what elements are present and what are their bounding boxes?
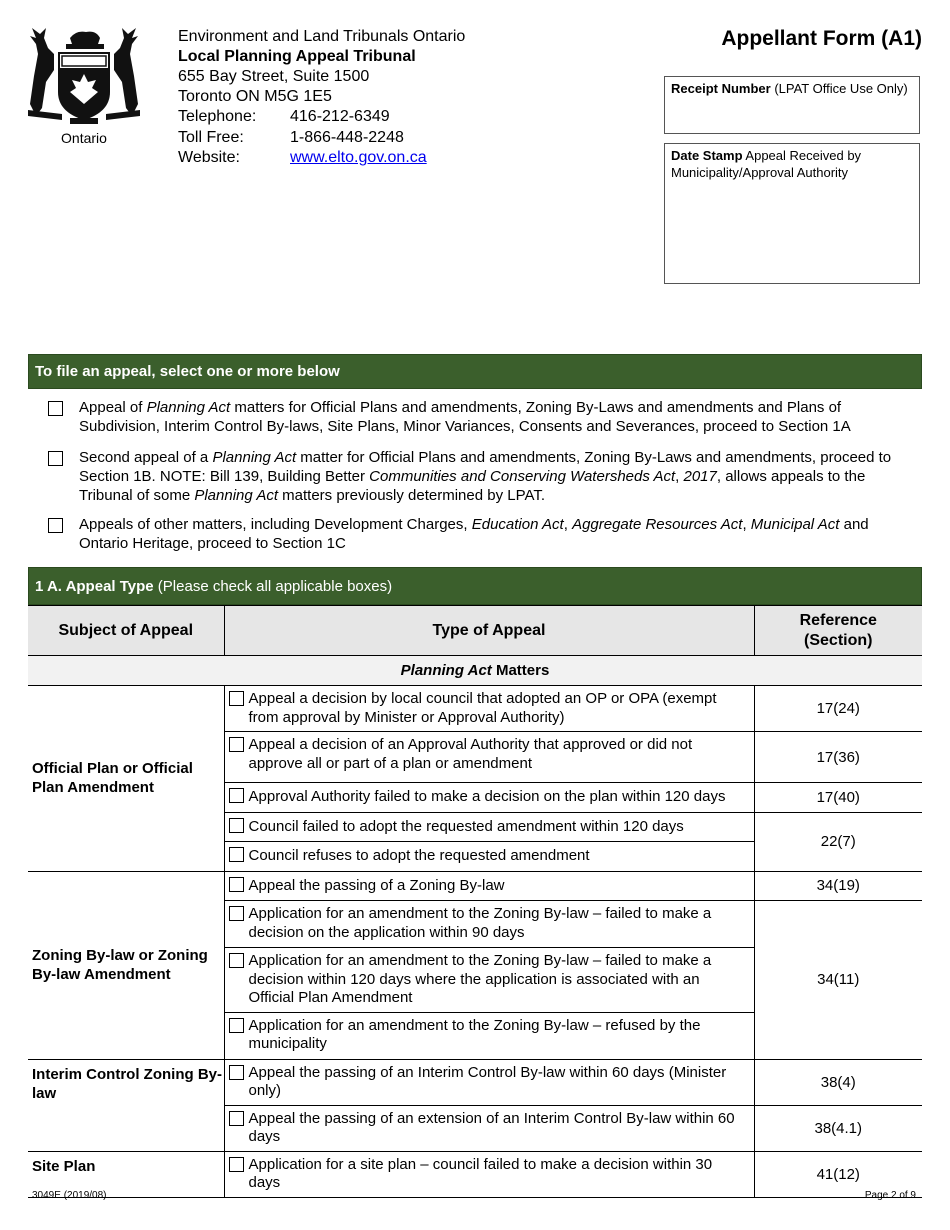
appeal-type-instruction: (Please check all applicable boxes)	[153, 578, 393, 595]
table-row	[28, 1151, 922, 1197]
appeal-checkbox[interactable]	[229, 788, 244, 803]
date-stamp-label: Date Stamp	[671, 148, 743, 163]
matters-label: Matters	[491, 662, 550, 679]
appeal-checkbox[interactable]	[229, 953, 244, 968]
appeal-type-text: Appeal the passing of an extension of an Interim Control By-law within 60 days	[248, 1109, 735, 1145]
subject-site-plan: Site Plan	[28, 1151, 224, 1197]
reference-cell: 41(12)	[754, 1151, 922, 1197]
appeal-checkbox[interactable]	[229, 1157, 244, 1172]
table-row	[28, 871, 922, 901]
address-line-2: Toronto ON M5G 1E5	[178, 88, 332, 105]
reference-cell: 34(19)	[754, 871, 922, 901]
table-row	[28, 1059, 922, 1105]
appeal-type-text: Appeal the passing of an Interim Control By-law within 60 days (Minister only)	[248, 1063, 727, 1099]
tribunal-contact-block	[178, 27, 465, 169]
reference-cell: 34(11)	[754, 901, 922, 1060]
appeal-checkbox[interactable]	[229, 1111, 244, 1126]
filing-option-text: Appeal of Planning Act matters for Official Plans and amendments, Zoning By-Laws and amendments and Plans of Subdivision, Interim Control By-laws, Site Plans, Minor Variances, Consents and Severances, proceed to Section 1A	[79, 399, 851, 435]
receipt-note: (LPAT Office Use Only)	[770, 81, 908, 96]
filing-option-1c	[48, 515, 918, 555]
address-line-1: 655 Bay Street, Suite 1500	[178, 68, 370, 85]
contact-table	[178, 107, 427, 169]
appeal-type-text: Approval Authority failed to make a decision on the plan within 120 days	[248, 788, 726, 805]
contact-website	[178, 148, 427, 169]
contact-value: 1-866-448-2248	[290, 128, 404, 146]
subject-interim-control: Interim Control Zoning By-law	[28, 1059, 224, 1151]
filing-section-title: To file an appeal, select one or more below	[35, 363, 340, 380]
contact-label: Telephone:	[178, 108, 257, 125]
filing-option-checkbox[interactable]	[48, 451, 63, 466]
appeal-checkbox[interactable]	[229, 1018, 244, 1033]
logo-caption: Ontario	[61, 130, 107, 146]
col-header-subject: Subject of Appeal	[28, 606, 224, 656]
appeal-checkbox[interactable]	[229, 847, 244, 862]
appeal-type-text: Council refuses to adopt the requested amendment	[248, 847, 590, 864]
contact-label: Website:	[178, 149, 240, 166]
form-code: 3049E (2019/08)	[32, 1190, 107, 1201]
reference-cell: 22(7)	[754, 812, 922, 871]
subject-official-plan: Official Plan or Official Plan Amendment	[28, 686, 224, 872]
appeal-type-text: Application for an amendment to the Zoning By-law – failed to make a decision within 120 days where the application is associated with an Official Plan Amendment	[248, 952, 712, 1006]
filing-option-checkbox[interactable]	[48, 401, 63, 416]
filing-option-text: Second appeal of a Planning Act matter for Official Plans and amendments, Zoning By-Laws and amendments, proceed to Section 1B. NOTE: Bill 139, Building Better Communities and Conserving Watersheds Act, 2017, allows appeals to the Tribunal of some Planning Act matters previously determined by LPAT.	[79, 449, 892, 504]
filing-option-checkbox[interactable]	[48, 518, 63, 533]
planning-act-row	[28, 656, 922, 686]
date-stamp-note: Appeal Received by Municipality/Approval Authority	[671, 148, 862, 180]
contact-label: Toll Free:	[178, 128, 244, 146]
appeal-type-section-header	[28, 567, 922, 605]
appeal-type-text: Application for a site plan – council failed to make a decision within 30 days	[248, 1155, 713, 1191]
appeal-type-text: Appeal a decision of an Approval Authority that approved or did not approve all or part of a plan or amendment	[248, 736, 693, 772]
appeal-checkbox[interactable]	[229, 877, 244, 892]
filing-section-header	[28, 354, 922, 389]
reference-cell: 17(40)	[754, 783, 922, 813]
website-link[interactable]: www.elto.gov.on.ca	[290, 149, 427, 166]
ontario-coat-of-arms-logo	[24, 24, 144, 149]
planning-act-label: Planning Act	[400, 662, 492, 679]
reference-cell: 17(24)	[754, 686, 922, 732]
reference-cell: 38(4.1)	[754, 1105, 922, 1151]
appeal-checkbox[interactable]	[229, 906, 244, 921]
filing-option-1a	[48, 398, 918, 438]
subject-zoning-by-law: Zoning By-law or Zoning By-law Amendment	[28, 871, 224, 1059]
page-number: Page 2 of 9	[864, 1190, 916, 1201]
appeal-type-text: Council failed to adopt the requested amendment within 120 days	[248, 817, 684, 835]
appeal-type-text: Application for an amendment to the Zoning By-law – failed to make a decision on the application within 90 days	[248, 905, 712, 941]
table-header-row	[28, 606, 922, 656]
col-header-reference: Reference (Section)	[754, 606, 922, 656]
org-name: Environment and Land Tribunals Ontario	[178, 28, 466, 45]
contact-toll-free	[178, 128, 427, 149]
appeal-checkbox[interactable]	[229, 737, 244, 752]
tribunal-name: Local Planning Appeal Tribunal	[178, 48, 416, 65]
receipt-label: Receipt Number	[671, 81, 771, 96]
contact-value: 416-212-6349	[290, 108, 390, 125]
appeal-checkbox[interactable]	[229, 691, 244, 706]
filing-option-1b	[48, 448, 918, 508]
appeal-checkbox[interactable]	[229, 1065, 244, 1080]
appeal-type-text: Appeal a decision by local council that adopted an OP or OPA (exempt from approval by Minister or Approval Authority)	[248, 690, 717, 726]
appeal-checkbox[interactable]	[229, 818, 244, 833]
reference-cell: 17(36)	[754, 732, 922, 783]
form-title: Appellant Form (A1)	[721, 27, 922, 50]
date-stamp-box[interactable]	[664, 143, 920, 284]
appeal-type-title: 1 A. Appeal Type	[35, 578, 154, 595]
filing-option-text: Appeals of other matters, including Development Charges, Education Act, Aggregate Resources Act, Municipal Act and Ontario Heritage, proceed to Section 1C	[79, 516, 869, 552]
col-header-type: Type of Appeal	[224, 606, 754, 656]
contact-telephone	[178, 107, 427, 128]
reference-cell: 38(4)	[754, 1059, 922, 1105]
table-row	[28, 686, 922, 732]
appeal-type-table	[28, 605, 922, 1198]
appeal-type-text: Application for an amendment to the Zoning By-law – refused by the municipality	[248, 1016, 701, 1052]
appeal-type-text: Appeal the passing of a Zoning By-law	[248, 876, 505, 894]
receipt-number-box[interactable]	[664, 76, 920, 134]
